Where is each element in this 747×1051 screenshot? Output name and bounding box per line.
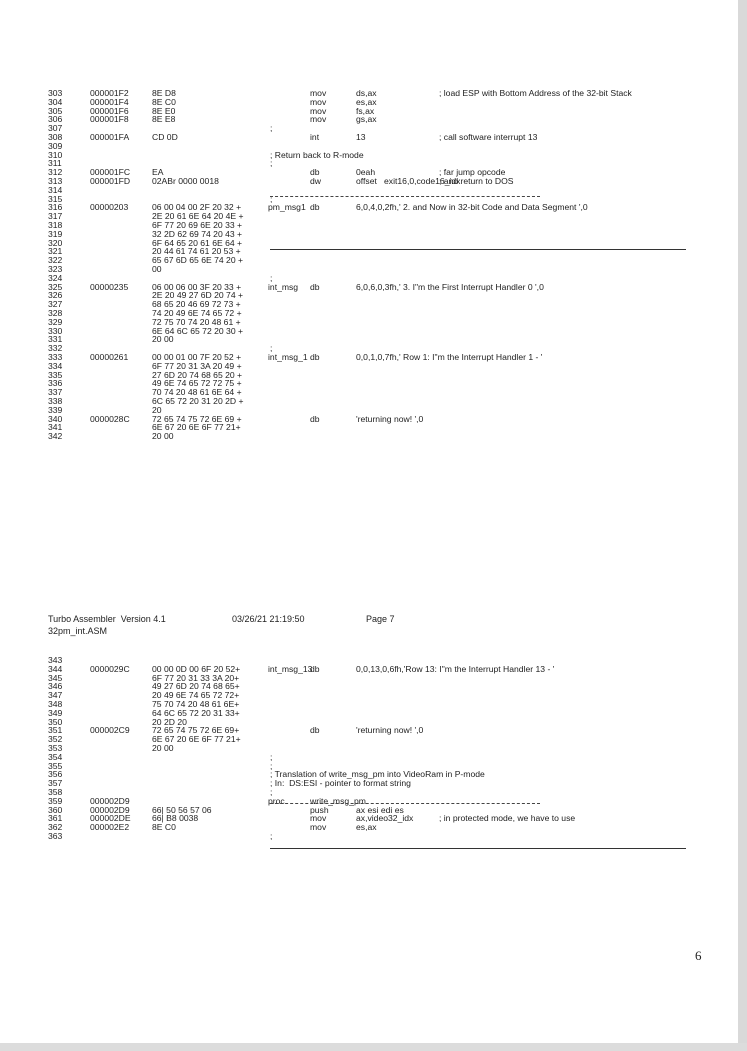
machine-code: 00 00 01 00 7F 20 52 + <box>152 352 242 362</box>
machine-code: 66| 50 56 57 06 <box>152 804 212 815</box>
line-number: 339 <box>48 404 63 415</box>
page-number: 6 <box>695 948 702 963</box>
machine-code: 32 2D 62 69 74 20 43 + <box>152 228 243 239</box>
line-number: 306 <box>48 114 63 125</box>
line-number: 311 <box>48 158 62 169</box>
line-number: 342 <box>48 431 63 442</box>
mnemonic: mov <box>310 96 327 107</box>
line-number: 332 <box>48 343 63 354</box>
comment: ; and return to DOS <box>439 176 514 186</box>
dashed-separator <box>270 196 540 197</box>
mnemonic: write_msg_pm <box>310 795 366 806</box>
machine-code: 6E 67 20 6E 6F 77 21+ <box>152 422 241 433</box>
line-number: 341 <box>48 422 63 433</box>
address: 000001F4 <box>90 96 129 107</box>
machine-code: 66| B8 0038 <box>152 813 199 824</box>
line-number: 362 <box>48 822 63 833</box>
dashed-separator <box>270 803 540 804</box>
address: 000001FA <box>90 132 130 142</box>
source-filename: 32pm_int.ASM <box>48 626 108 636</box>
line-number: 307 <box>48 123 63 134</box>
line-number: 336 <box>48 378 63 389</box>
operands: gs,ax <box>356 114 377 125</box>
line-number: 308 <box>48 132 63 142</box>
operands: 6,0,6,0,3fh,' 3. I"m the First Interrupt Handler 0 ',0 <box>356 281 544 292</box>
mnemonic: mov <box>310 105 327 116</box>
address: 000001F6 <box>90 105 129 116</box>
line-number: 315 <box>48 193 63 204</box>
line-number: 349 <box>48 707 63 718</box>
address: 00000261 <box>90 352 129 362</box>
machine-code: 20 <box>152 404 162 415</box>
line-number: 328 <box>48 308 63 318</box>
address: 000001F2 <box>90 88 129 98</box>
machine-code: 02ABr 0000 0018 <box>152 176 219 186</box>
machine-code: 8E C0 <box>152 96 176 107</box>
line-number: 359 <box>48 795 63 806</box>
mnemonic: db <box>310 663 320 674</box>
line-number: 357 <box>48 778 63 789</box>
line-number: 329 <box>48 316 63 327</box>
operands: 'returning now! ',0 <box>356 725 424 736</box>
machine-code: 6F 77 20 69 6E 20 33 + <box>152 220 243 230</box>
operands: ds,ax <box>356 88 377 98</box>
machine-code: 20 00 <box>152 743 174 753</box>
mnemonic: db <box>310 413 320 424</box>
mnemonic: db <box>310 352 320 362</box>
line-number: 322 <box>48 255 63 266</box>
line-number: 352 <box>48 734 63 745</box>
machine-code: 65 67 6D 65 6E 74 20 + <box>152 255 244 266</box>
comment: ; in protected mode, we have to use <box>439 813 576 824</box>
machine-code: 6F 64 65 20 61 6E 64 + <box>152 237 243 248</box>
machine-code: 27 6D 20 74 68 65 20 + <box>152 369 243 380</box>
line-number: 323 <box>48 264 63 274</box>
operands: 6,0,4,0,2fh,' 2. and Now in 32-bit Code and Data Segment ',0 <box>356 202 588 213</box>
mnemonic: db <box>310 202 320 213</box>
address: 000002D9 <box>90 795 130 806</box>
machine-code: 20 49 6E 74 65 72 72+ <box>152 690 240 701</box>
address: 000002DE <box>90 813 131 824</box>
line-number: 331 <box>48 334 63 345</box>
machine-code: 20 44 61 74 61 20 53 + <box>152 246 241 257</box>
mnemonic: mov <box>310 114 327 125</box>
line-number: 344 <box>48 663 63 674</box>
bottom-bar <box>0 1043 747 1051</box>
mnemonic: db <box>310 725 320 736</box>
line-number: 319 <box>48 228 63 239</box>
comment-text: ; <box>270 343 273 354</box>
comment-text: ; <box>270 193 273 204</box>
line-number: 325 <box>48 281 63 292</box>
assembler-version: Turbo Assembler Version 4.1 <box>48 614 166 624</box>
comment: ; far jump opcode <box>439 167 506 178</box>
comment: ; call software interrupt 13 <box>439 132 538 142</box>
comment: ; load ESP with Bottom Address of the 32-bit Stack <box>439 88 632 98</box>
machine-code: 64 6C 65 72 20 31 33+ <box>152 707 240 718</box>
line-number: 348 <box>48 699 63 709</box>
machine-code: 6C 65 72 20 31 20 2D + <box>152 396 244 406</box>
machine-code: 2E 20 61 6E 64 20 4E + <box>152 211 244 222</box>
line-number: 340 <box>48 413 63 424</box>
label: pm_msg1 <box>268 202 306 213</box>
mnemonic: mov <box>310 813 327 824</box>
line-number: 350 <box>48 716 63 727</box>
mnemonic: mov <box>310 88 327 98</box>
mnemonic: dw <box>310 176 321 186</box>
line-number: 354 <box>48 751 63 762</box>
line-number: 363 <box>48 831 63 841</box>
comment-text: ; In: DS:ESI - pointer to format string <box>270 778 411 789</box>
line-number: 355 <box>48 760 63 771</box>
machine-code: 72 65 74 75 72 6E 69+ <box>152 725 240 736</box>
machine-code: 00 <box>152 264 162 274</box>
label: int_msg_13 <box>268 663 313 674</box>
operands: es,ax <box>356 96 377 107</box>
comment-text: ; Translation of write_msg_pm into VideoRam in P-mode <box>270 769 485 780</box>
machine-code: 06 00 06 00 3F 20 33 + <box>152 281 242 292</box>
operands: ax,video32_idx <box>356 813 414 824</box>
address: 0000029C <box>90 663 130 674</box>
line-number: 313 <box>48 176 63 186</box>
line-number: 346 <box>48 681 63 692</box>
line-number: 321 <box>48 246 63 257</box>
label: proc <box>268 795 285 806</box>
comment-text: ; <box>270 831 273 841</box>
line-number: 317 <box>48 211 63 222</box>
operands: es,ax <box>356 822 377 833</box>
address: 000002E2 <box>90 822 130 833</box>
mnemonic: db <box>310 281 320 292</box>
machine-code: 6E 64 6C 65 72 20 30 + <box>152 325 244 336</box>
mnemonic: push <box>310 804 329 815</box>
machine-code: CD 0D <box>152 132 178 142</box>
line-number: 347 <box>48 690 63 701</box>
section-rule <box>270 249 686 250</box>
machine-code: 8E D8 <box>152 88 176 98</box>
operands: 13 <box>356 132 366 142</box>
machine-code: 8E C0 <box>152 822 176 833</box>
label: int_msg <box>268 281 299 292</box>
comment-text: ; <box>270 751 273 762</box>
line-number: 305 <box>48 105 63 116</box>
comment-text: ; Return back to R-mode <box>270 149 364 160</box>
machine-code: 8E E0 <box>152 105 176 116</box>
machine-code: 70 74 20 48 61 6E 64 + <box>152 387 242 398</box>
line-number: 334 <box>48 360 63 371</box>
label: int_msg_1 <box>268 352 308 362</box>
line-number: 327 <box>48 299 63 310</box>
comment-text: ; <box>270 760 273 771</box>
machine-code: 20 00 <box>152 431 174 442</box>
listing-line <box>0 431 738 442</box>
line-number: 303 <box>48 88 63 98</box>
machine-code: 49 27 6D 20 74 68 65+ <box>152 681 240 692</box>
line-number: 343 <box>48 655 63 665</box>
machine-code: 20 00 <box>152 334 174 345</box>
address: 000002C9 <box>90 725 130 736</box>
operands: ax esi edi es <box>356 804 404 815</box>
machine-code: 75 70 74 20 48 61 6E+ <box>152 699 240 709</box>
line-number: 318 <box>48 220 63 230</box>
address: 000001FC <box>90 167 131 178</box>
operands: 'returning now! ',0 <box>356 413 424 424</box>
line-number: 356 <box>48 769 63 780</box>
comment-text: ; <box>270 158 273 169</box>
machine-code: 00 00 0D 00 6F 20 52+ <box>152 663 241 674</box>
address: 000002D9 <box>90 804 130 815</box>
line-number: 358 <box>48 787 63 797</box>
line-number: 310 <box>48 149 63 160</box>
operands: 0,0,13,0,6fh,'Row 13: I"m the Interrupt Handler 13 - ' <box>356 663 555 674</box>
address: 000001F8 <box>90 114 129 125</box>
line-number: 320 <box>48 237 63 248</box>
mnemonic: mov <box>310 822 327 833</box>
machine-code: 74 20 49 6E 74 65 72 + <box>152 308 242 318</box>
line-number: 326 <box>48 290 63 301</box>
section-rule <box>270 848 686 849</box>
listing-datetime: 03/26/21 21:19:50 <box>232 614 305 624</box>
line-number: 330 <box>48 325 63 336</box>
operands: 0,0,1,0,7fh,' Row 1: I"m the Interrupt Handler 1 - ' <box>356 352 543 362</box>
line-number: 309 <box>48 140 63 151</box>
machine-code: 8E E8 <box>152 114 176 125</box>
line-number: 324 <box>48 272 63 283</box>
line-number: 337 <box>48 387 63 398</box>
address: 00000235 <box>90 281 129 292</box>
machine-code: 2E 20 49 27 6D 20 74 + <box>152 290 244 301</box>
line-number: 360 <box>48 804 63 815</box>
line-number: 312 <box>48 167 63 178</box>
mnemonic: int <box>310 132 320 142</box>
address: 000001FD <box>90 176 131 186</box>
operands: offset exit16,0,code16_idx <box>356 176 461 186</box>
line-number: 335 <box>48 369 63 380</box>
line-number: 333 <box>48 352 63 362</box>
line-number: 351 <box>48 725 63 736</box>
operands: fs,ax <box>356 105 375 116</box>
line-number: 338 <box>48 396 63 406</box>
comment-text: ; <box>270 123 273 134</box>
line-number: 304 <box>48 96 63 107</box>
machine-code: 6F 77 20 31 3A 20 49 + <box>152 360 242 371</box>
listing-page-label: Page 7 <box>366 614 395 624</box>
machine-code: 68 65 20 46 69 72 73 + <box>152 299 241 310</box>
line-number: 316 <box>48 202 63 213</box>
machine-code: 49 6E 74 65 72 72 75 + <box>152 378 242 389</box>
line-number: 353 <box>48 743 63 753</box>
operands: 0eah <box>356 167 376 178</box>
machine-code: 20 2D 20 <box>152 716 187 727</box>
machine-code: 6F 77 20 31 33 3A 20+ <box>152 672 240 683</box>
comment-text: ; <box>270 272 273 283</box>
machine-code: 72 65 74 75 72 6E 69 + <box>152 413 242 424</box>
address: 0000028C <box>90 413 130 424</box>
listing-line <box>0 831 738 842</box>
machine-code: 06 00 04 00 2F 20 32 + <box>152 202 242 213</box>
line-number: 314 <box>48 184 63 195</box>
machine-code: EA <box>152 167 164 178</box>
line-number: 345 <box>48 672 63 683</box>
address: 00000203 <box>90 202 129 213</box>
machine-code: 6E 67 20 6E 6F 77 21+ <box>152 734 241 745</box>
mnemonic: db <box>310 167 320 178</box>
line-number: 361 <box>48 813 63 824</box>
machine-code: 72 75 70 74 20 48 61 + <box>152 316 241 327</box>
page-edge <box>738 0 747 1051</box>
comment-text: ; <box>270 787 273 797</box>
